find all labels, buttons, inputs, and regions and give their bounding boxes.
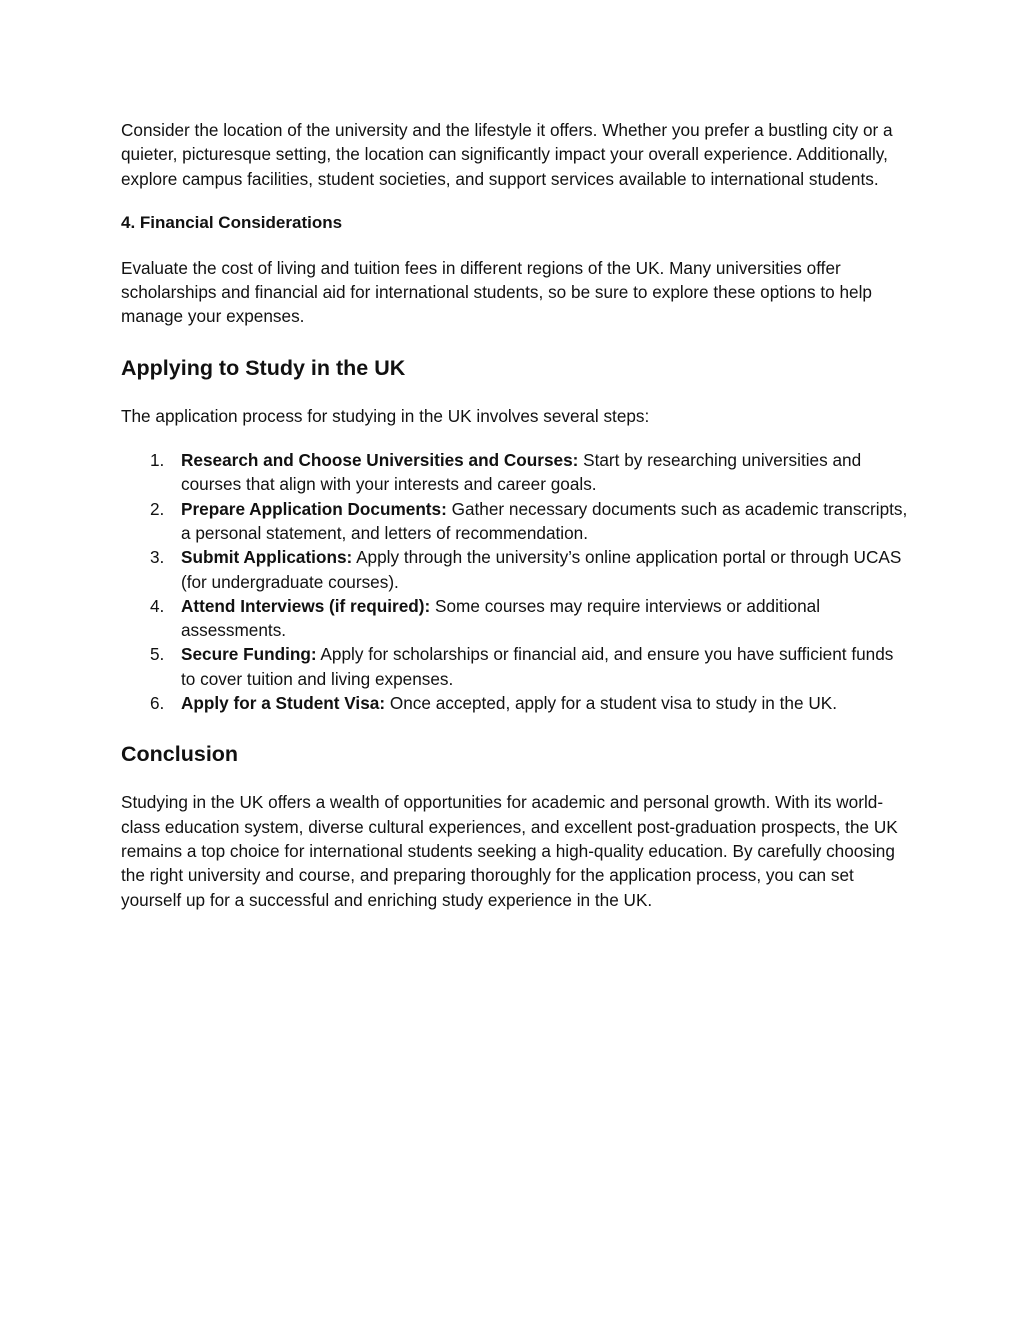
step-title: Attend Interviews (if required):	[181, 595, 431, 616]
paragraph-applying-intro: The application process for studying in the UK involves several steps:	[121, 405, 650, 426]
list-item	[121, 642, 911, 691]
step-title: Prepare Application Documents:	[181, 498, 447, 519]
paragraph-financial: Evaluate the cost of living and tuition fees in different regions of the UK. Many universities offer scholarships and financial aid for international students, so be sure to explore these options to help manage your expenses.	[121, 257, 872, 327]
step-text: Apply through the university’s online application portal or through UCAS (for undergraduate courses).	[181, 547, 902, 592]
step-text: Start by researching universities and courses that align with your interests and career goals.	[181, 450, 862, 495]
document-page	[121, 118, 911, 912]
list-item	[121, 448, 911, 497]
step-text: Some courses may require interviews or additional assessments.	[181, 595, 821, 641]
step-title: Research and Choose Universities and Courses:	[181, 450, 579, 471]
subheading-financial-considerations: 4. Financial Considerations	[121, 212, 343, 232]
step-text: Gather necessary documents such as academic transcripts, a personal statement, and letters of recommendation.	[181, 498, 908, 543]
list-number: 6.	[150, 693, 165, 714]
list-number: 4.	[150, 595, 165, 616]
list-item	[121, 594, 911, 643]
heading-conclusion: Conclusion	[121, 742, 239, 767]
list-item	[121, 497, 911, 546]
application-steps-list	[121, 448, 911, 715]
heading-applying: Applying to Study in the UK	[121, 355, 406, 380]
list-number: 2.	[150, 498, 165, 519]
list-number: 3.	[150, 547, 165, 568]
step-title: Apply for a Student Visa:	[181, 693, 386, 714]
paragraph-conclusion: Studying in the UK offers a wealth of opportunities for academic and personal growth. With its world-class education system, diverse cultural experiences, and excellent post-graduation prospects, the UK remains a top choice for international students seeking a high-quality education. By carefully choosing the right university and course, and preparing thoroughly for the application process, you can set yourself up for a successful and enriching study experience in the UK.	[121, 792, 898, 910]
list-number: 1.	[150, 450, 165, 471]
list-number: 5.	[150, 644, 165, 665]
step-title: Submit Applications:	[181, 547, 353, 568]
paragraph-location: Consider the location of the university and the lifestyle it offers. Whether you prefer a bustling city or a quieter, picturesque setting, the location can significantly impact your overall experience. Additionally, explore campus facilities, student societies, and support services available to international students.	[121, 120, 893, 189]
list-item	[121, 691, 911, 715]
step-text: Once accepted, apply for a student visa to study in the UK.	[385, 693, 837, 714]
list-item	[121, 545, 911, 594]
step-text: Apply for scholarships or financial aid, and ensure you have sufficient funds to cover tuition and living expenses.	[181, 644, 894, 689]
step-title: Secure Funding:	[181, 644, 317, 665]
